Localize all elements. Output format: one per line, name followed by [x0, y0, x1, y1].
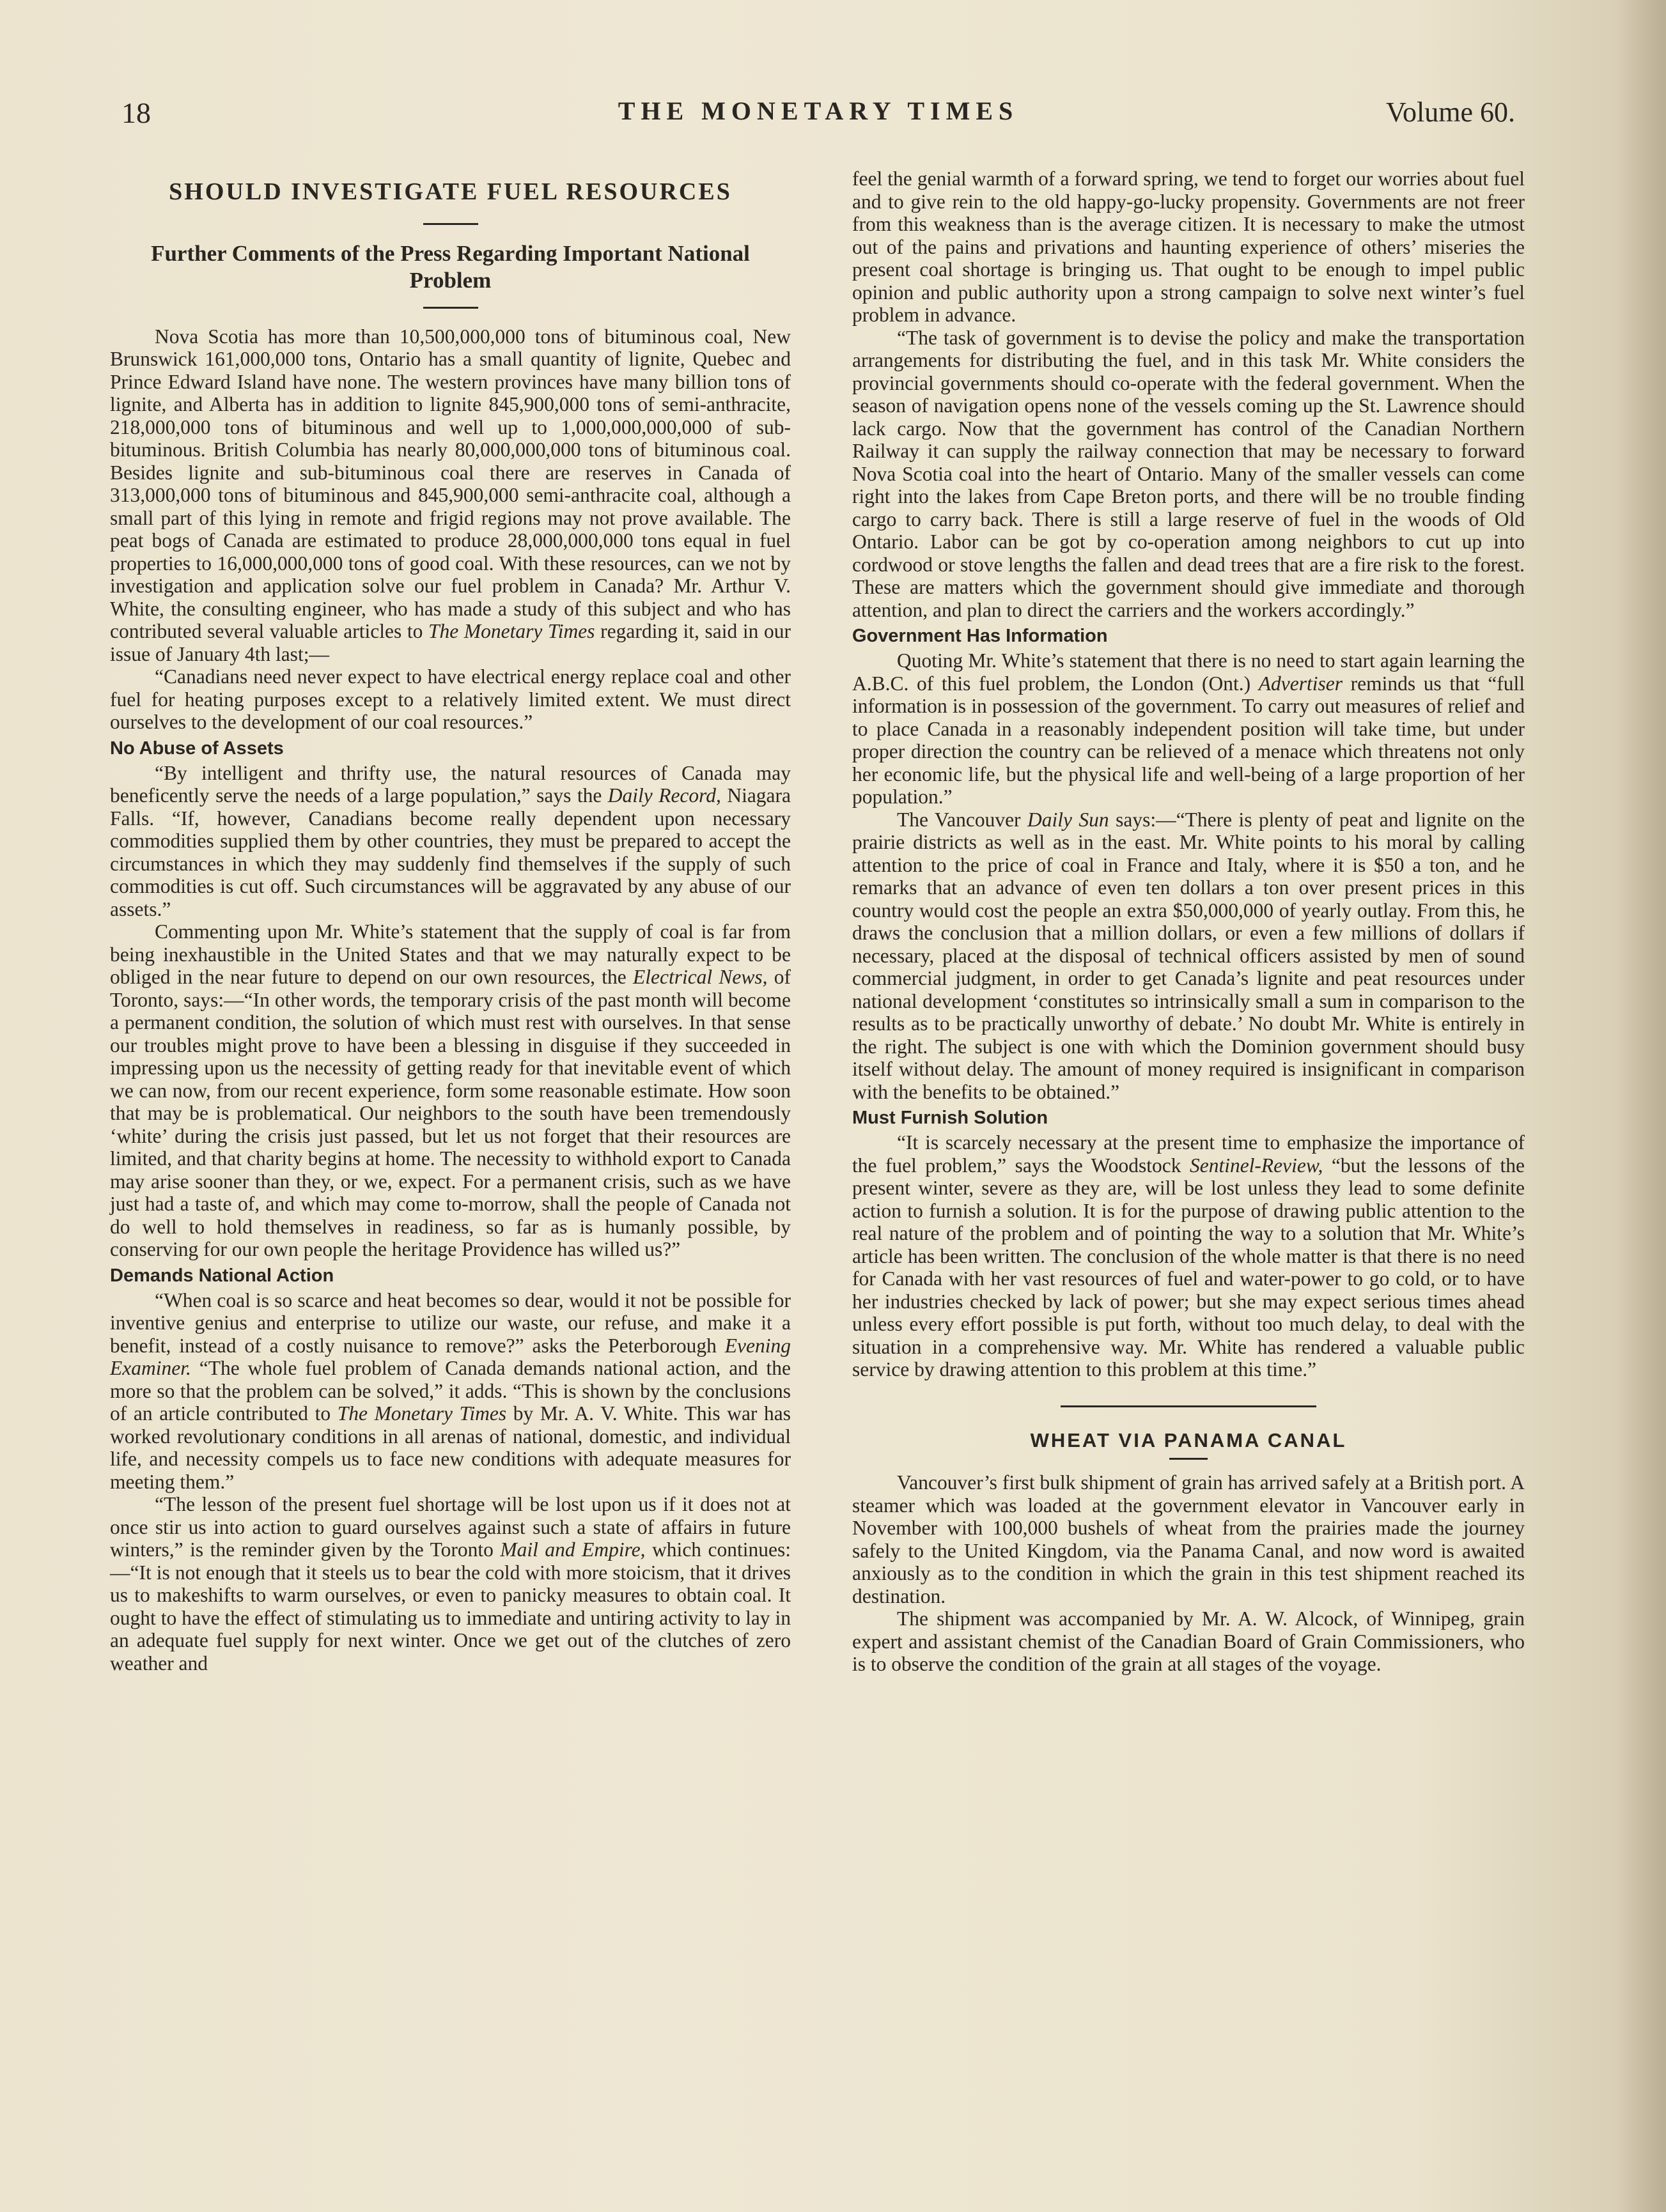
- section-heading-must-furnish: Must Furnish Solution: [852, 1108, 1048, 1128]
- publication-name: Sentinel-Review,: [1189, 1154, 1323, 1177]
- section-heading-government-info: Government Has Information: [852, 626, 1108, 646]
- paragraph: “It is scarcely necessary at the present time to emphasize the importance of the fuel problem,” says the Woodstock Sentinel-Review, “but the lessons of the present winter, severe as they are, will be lost unless they lead to some definite action to furnish a solution. It is for the purpose of drawing public attention to the real nature of the problem and of pointing the way to a solution that Mr. White’s article has been written. The conclusion of the whole matter is that there is no need for Canada with her vast resources of fuel and water-power to go cold, or to have her industries checked by lack of power; but she may expect serious times ahead unless every effort possible is put forth, without too much delay, to deal with the situation in a comprehensive way. Mr. White has rendered a valuable public service by drawing attention to this problem at this time.”: [852, 1131, 1525, 1381]
- publication-name: Advertiser: [1258, 672, 1343, 695]
- section-heading-no-abuse: No Abuse of Assets: [110, 738, 284, 759]
- journal-title: THE MONETARY TIMES: [618, 97, 1019, 125]
- paragraph: “The task of government is to devise the policy and make the transportation arrangements for distributing the fuel, and in this task Mr. White considers the provincial governments should co-operate with the federal government. When the season of navigation opens none of the vessels coming up the St. Lawrence should lack cargo. Now that the government has control of the Canadian Northern Railway it can supply the railway connection that may be necessary to forward Nova Scotia coal into the heart of Ontario. Many of the smaller vessels can come right into the lakes from Cape Breton ports, and there will be no trouble finding cargo to carry back. There is still a large reserve of fuel in the woods of Old Ontario. Labor can be got by co-operation among neighbors to cut up into cordwood or stove lengths the fallen and dead trees that are a fire risk to the forest. These are matters which the government should give immediate and thorough attention, and plan to direct the carriers and the workers accordingly.”: [852, 326, 1525, 621]
- paragraph: “When coal is so scarce and heat becomes so dear, would it not be possible for inventive genius and enterprise to utilize our waste, our refuse, and make it a benefit, instead of a costly nuisance to remove?” asks the Peterborough Evening Examiner. “The whole fuel problem of Canada demands national action, and the more so that the problem can be solved,” it adds. “This is shown by the conclusions of an article contributed to The Monetary Times by Mr. A. V. White. This war has worked revolutionary conditions in all arenas of national, domestic, and individual life, and necessity compels us to face new conditions with adequate measures for meeting them.”: [110, 1288, 791, 1493]
- running-header: [121, 96, 1515, 141]
- publication-name: Daily Record,: [607, 784, 721, 807]
- publication-name: Evening Examiner.: [110, 1334, 791, 1379]
- article-subtitle: Further Comments of the Press Regarding Important National Problem: [151, 240, 750, 293]
- wheat-title-rule: [1169, 1458, 1208, 1460]
- page-number: 18: [121, 97, 151, 129]
- wheat-article-title: WHEAT VIA PANAMA CANAL: [1030, 1428, 1347, 1451]
- paragraph: “By intelligent and thrifty use, the natural resources of Canada may beneficently serve the needs of a large population,” says the Daily Record, Niagara Falls. “If, however, Canadians become really dependent upon necessary commodities supplied them by other countries, they must be prepared to accept the circumstances in which they may suddenly find themselves if the supply of such commodities is cut off. Such circumstances will be aggravated by any abuse of our assets.”: [110, 761, 791, 920]
- title-rule: [423, 223, 478, 225]
- volume-label: Volume 60.: [1385, 97, 1515, 128]
- continued-paragraph: feel the genial warmth of a forward spring, we tend to forget our worries about fuel and to give rein to the old happy-go-lucky propensity. Governments are not freer from this weakness than is the average citizen. It is necessary to make the utmost out of the pains and privations and haunting experience of others’ miseries the present coal shortage is bringing us. That ought to be enough to impel public opinion and public authority upon a strong campaign to solve next winter’s fuel problem in advance.: [852, 167, 1525, 326]
- paragraph: Quoting Mr. White’s statement that there is no need to start again learning the A.B.C. of this fuel problem, the London (Ont.) Advertiser reminds us that “full information is in possession of the government. To carry out measures of relief and to place Canada in a reasonably independent position will take time, but under proper direction the country can be relieved of a menace which threatens not only her economic life, but the physical life and well-being of a large proportion of her population.”: [852, 649, 1525, 808]
- publication-name: Electrical News,: [632, 966, 768, 988]
- paragraph: The Vancouver Daily Sun says:—“There is plenty of peat and lignite on the prairie districts as well as in the east. Mr. White points to his moral by calling attention to the price of coal in France and Italy, where it is $50 a ton, and he remarks that an advance of even ten dollars a ton over present prices in this country would cost the people an extra $50,000,000 of yearly outlay. From this, he draws the conclusion that a million dollars, or even a few millions of dollars if necessary, placed at the disposal of technical officers assisted by men of sound commercial judgment, in order to get Canada’s lignite and peat resources under national development ‘constitutes so intrinsically small a sum in comparison to the results as to be practically unworthy of debate.’ No doubt Mr. White is entirely in the right. The subject is one with which the Dominion government should busy itself without delay. The amount of money required is insignificant in comparison with the benefits to be obtained.”: [852, 808, 1525, 1103]
- white-quote: “Canadians need never expect to have electrical energy replace coal and other fuel for heating purposes except to a relatively limited extent. We must direct ourselves to the development of our coal resources.”: [110, 665, 791, 733]
- paragraph: Commenting upon Mr. White’s statement that the supply of coal is far from being inexhaustible in the United States and that we may naturally expect to be obliged in the near future to depend on our own resources, the Electrical News, of Toronto, says:—“In other words, the temporary crisis of the past month will become a permanent condition, the solution of which must rest with ourselves. In that sense our troubles might prove to have been a blessing in disguise if they succeeded in impressing upon us the necessity of getting ready for that inevitable event of which we can now, from our recent experience, form some reasonable estimate. How soon that may be is problematical. Our neighbors to the south have been tremendously ‘white’ during the crisis just passed, but let us not forget that their resources are limited, and that charity begins at home. The necessity to withhold export to Canada may arise sooner than they, or we, expect. For a permanent crisis, such as we have just had a taste of, and which may come to-morrow, shall the people of Canada not do well to hold themselves in readiness, so far as is humanly possible, by conserving for our own people the heritage Providence has willed us?”: [110, 920, 791, 1260]
- wheat-paragraph: Vancouver’s first bulk shipment of grain has arrived safely at a British port. A steamer which was loaded at the government elevator in Vancouver early in November with 100,000 bushels of wheat from the prairies made the journey safely to the United Kingdom, via the Panama Canal, and now word is awaited anxiously as to the condition in which the grain in this test shipment reached its destination.: [852, 1471, 1525, 1607]
- paragraph: “The lesson of the present fuel shortage will be lost upon us if it does not at once stir us into action to guard ourselves against such a state of affairs in future winters,” is the reminder given by the Toronto Mail and Empire, which continues:—“It is not enough that it steels us to bear the cold with more stoicism, that it drives us to makeshifts to warm ourselves, or even to panicky measures to obtain coal. It ought to have the effect of stimulating us to immediate and untiring activity to lay in an adequate fuel supply for next winter. Once we get out of the clutches of zero weather and: [110, 1493, 791, 1674]
- article-divider: [1061, 1405, 1316, 1407]
- publication-name: The Monetary Times: [337, 1402, 507, 1425]
- wheat-paragraph: The shipment was accompanied by Mr. A. W. Alcock, of Winnipeg, grain expert and assistant chemist of the Canadian Board of Grain Commissioners, who is to observe the condition of the grain at all stages of the voyage.: [852, 1607, 1525, 1675]
- right-column: [852, 167, 1525, 1676]
- intro-paragraph: Nova Scotia has more than 10,500,000,000 tons of bituminous coal, New Brunswick 161,000,000 tons, Ontario has a small quantity of lignite, Quebec and Prince Edward Island have none. The western provinces have many billion tons of lignite, and Alberta has in addition to lignite 845,900,000 tons of semi-anthracite, 218,000,000 tons of bituminous and well up to 1,000,000,000,000 of sub-bituminous. British Columbia has nearly 80,000,000,000 tons of bituminous coal. Besides lignite and sub-bituminous coal there are reserves in Canada of 313,000,000 tons of bituminous and 845,900,000 semi-anthracite coal, although a small part of this lying in remote and frigid regions may not prove available. The peat bogs of Canada are estimated to produce 28,000,000,000 tons equal in fuel properties to 16,000,000,000 tons of good coal. With these resources, can we not by investigation and application solve our fuel problem in Canada? Mr. Arthur V. White, the consulting engineer, who has made a study of this subject and who has contributed several valuable articles to The Monetary Times regarding it, said in our issue of January 4th last;—: [110, 325, 791, 665]
- section-heading-national-action: Demands National Action: [110, 1265, 334, 1286]
- publication-name: The Monetary Times: [428, 620, 595, 642]
- publication-name: Daily Sun: [1027, 808, 1109, 831]
- subtitle-rule: [423, 307, 478, 309]
- left-column: [110, 169, 791, 1674]
- article-title: SHOULD INVESTIGATE FUEL RESOURCES: [169, 178, 732, 205]
- publication-name: Mail and Empire,: [500, 1538, 646, 1561]
